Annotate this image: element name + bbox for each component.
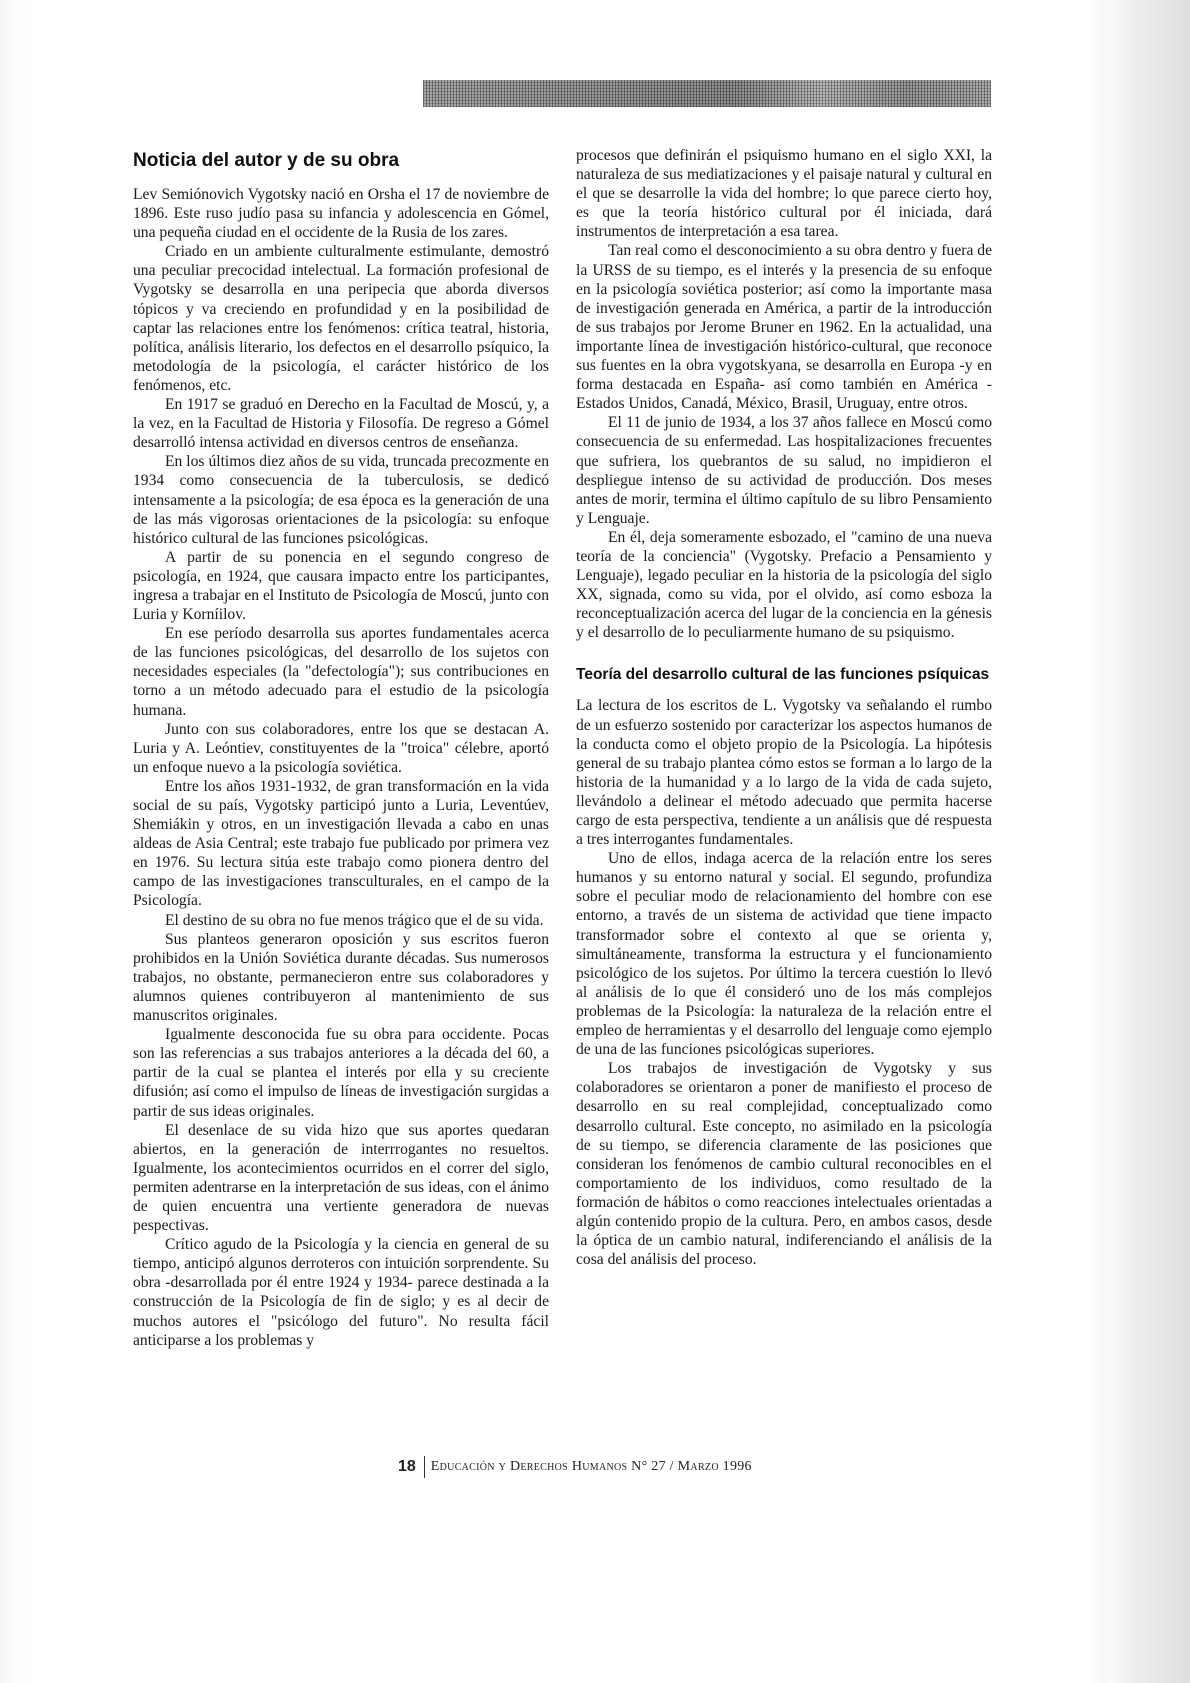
paragraph: El 11 de junio de 1934, a los 37 años fallece en Moscú como consecuencia de su enfermedad. Las hospitalizaciones frecuentes que sufriera, los quebrantos de su salud, no impidieron el despliegue intenso de su actividad de producción. Dos meses antes de morir, termina el último capítulo de su libro Pensamiento y Lenguaje. — [576, 414, 992, 527]
page-footer — [398, 1456, 752, 1478]
page-edge-shadow — [1108, 0, 1190, 1683]
paragraph: El destino de su obra no fue menos trágico que el de su vida. — [165, 911, 544, 929]
publication-info: Educación y Derechos Humanos N° 27 / Marzo 1996 — [430, 1459, 752, 1474]
subsection-title: Teoría del desarrollo cultural de las funciones psíquicas — [576, 666, 990, 684]
paragraph: En él, deja someramente esbozado, el "camino de una nueva teoría de la conciencia" (Vygotsky. Prefacio a Pensamiento y Lenguaje), legado peculiar en la historia de la psicología del siglo XX, signada, como su vida, por el olvido, así como esboza la reconceptualización acerca del lugar de la conciencia en la génesis y el desarrollo de lo peculiarmente humano de su psiquismo. — [576, 528, 992, 642]
paragraph: A partir de su ponencia en el segundo congreso de psicología, en 1924, que causara impacto entre los participantes, ingresa a trabajar en el Instituto de Psicología de Moscú, junto con Luria y Korníilov. — [133, 548, 549, 624]
paragraph: El desenlace de su vida hizo que sus aportes quedaran abiertos, en la generación de interrrogantes no resueltos. Igualmente, los acontecimientos ocurridos en el correr del siglo, permiten adentrarse en la interpretación de sus ideas, con el ánimo de quien encuentra una vertiente generadora de nuevas pespectivas. — [133, 1121, 549, 1235]
header-decorative-band — [423, 80, 991, 107]
paragraph: Crítico agudo de la Psicología y la ciencia en general de su tiempo, anticipó algunos derroteros con intuición sorprendente. Su obra -desarrollada por él entre 1924 y 1934- parece destinada a la construcción de la Psicología de fin de siglo; y es al decir de muchos autores el "psicólogo del futuro". No resulta fácil anticiparse a los problemas y — [133, 1236, 549, 1349]
paragraph: La lectura de los escritos de L. Vygotsky va señalando el rumbo de un esfuerzo sostenido por caracterizar los aspectos humanos de la conducta como el objeto propio de la Psicología. La hipótesis general de su trabajo plantea cómo estos se forman a lo largo de la historia de la humanidad y a lo largo de la vida de cada sujeto, llevándolo a delinear el método adecuado que permita hacerse cargo de esta perspectiva, tendiente a un análisis que dé respuesta a tres interrogantes fundamentales. — [576, 697, 992, 849]
paragraph: Los trabajos de investigación de Vygotsky y sus colaboradores se orientaron a poner de manifiesto el proceso de desarrollo en su real complejidad, conceptualizado como desarrollo cultural. Este concepto, no asimilado en la psicología de su tiempo, se diferencia claramente de las posiciones que consideran los fenómenos de cambio cultural reconocibles en el comportamiento de los individuos, como resultado de la formación de hábitos o como reacciones intelectuales orientadas a algún contenido propio de la cultura. Pero, en ambos casos, desde la óptica de un cambio natural, indiferenciando el análisis de la cosa del análisis del proceso. — [576, 1060, 992, 1269]
paragraph: Junto con sus colaboradores, entre los que se destacan A. Luria y A. Leóntiev, constituyentes de la "troica" célebre, aportó un enfoque nuevo a la psicología soviética. — [133, 720, 549, 776]
paragraph: En los últimos diez años de su vida, truncada precozmente en 1934 como consecuencia de la tuberculosis, se dedicó intensamente a la psicología; de esa época es la generación de una de las más vigorosas orientaciones de la psicología: su enfoque histórico cultural de las funciones psicológicas. — [133, 453, 549, 547]
paragraph: En 1917 se graduó en Derecho en la Facultad de Moscú, y, a la vez, en la Facultad de Historia y Filosofía. De regreso a Gómel desarrolló intensa actividad en diversos centros de enseñanza. — [133, 396, 549, 452]
paragraph: Uno de ellos, indaga acerca de la relación entre los seres humanos y su entorno natural y social. El segundo, profundiza sobre el peculiar modo de relacionamiento del hombre con ese entorno, a través de un sistema de actividad que tiene impacto transformador sobre el contexto al que se orienta y, simultáneamente, transforma la estructura y el funcionamiento psicológico de los sujetos. Por último la tercera cuestión lo llevó al análisis de lo que él consideró uno de los más complejos problemas de la Psicología: la naturaleza de la relación entre el empleo de herramientas y el desarrollo del lenguaje como ejemplo de una de las funciones psicológicas superiores. — [576, 850, 992, 1059]
paragraph: En ese período desarrolla sus aportes fundamentales acerca de las funciones psicológicas, del desarrollo de los sujetos con necesidades especiales (la "defectología"); sus contribuciones en torno a un método adecuado para el estudio de la psicología humana. — [133, 625, 549, 719]
left-column — [133, 185, 549, 1350]
paragraph: Criado en un ambiente culturalmente estimulante, demostró una peculiar precocidad intelectual. La formación profesional de Vygotsky se desarrolla en una peripecia que aborda diversos tópicos y va creciendo en profundidad y en la posibilidad de captar las relaciones entre los fenómenos: crítica teatral, historia, política, análisis literario, los defectos en el desarrollo psíquico, la metodología de la psicología, el carácter histórico de los fenómenos, etc. — [133, 243, 549, 394]
section-title: Noticia del autor y de su obra — [133, 150, 400, 171]
paragraph: procesos que definirán el psiquismo humano en el siglo XXI, la naturaleza de sus mediatizaciones y el paisaje natural y cultural en el que se desarrolle la vida del hombre; lo que parece cierto hoy, es que la teoría histórico cultural por él iniciada, dará instrumentos de interpretación a esa tarea. — [576, 147, 992, 241]
paragraph: Igualmente desconocida fue su obra para occidente. Pocas son las referencias a sus trabajos anteriores a la década del 60, a partir de la cual se plantea el interés por ella y su creciente difusión; así como el impulso de líneas de investigación surgidas a partir de sus ideas originales. — [133, 1026, 549, 1120]
paragraph: Tan real como el desconocimiento a su obra dentro y fuera de la URSS de su tiempo, es el interés y la presencia de su enfoque en la psicología soviética posterior; así como la importante masa de investigación generada en América, a partir de la introducción de sus trabajos por Jerome Bruner en 1962. En la actualidad, una importante línea de investigación histórico-cultural, que reconoce sus fuentes en la obra vygotskyana, se desarrolla en Europa -y en forma destacada en España- así como también en América - Estados Unidos, Canadá, México, Brasil, Uruguay, entre otros. — [576, 242, 992, 413]
page-number: 18 — [398, 1458, 416, 1475]
paragraph: Entre los años 1931-1932, de gran transformación en la vida social de su país, Vygotsky participó junto a Luria, Leventúev, Shemiákin y otros, en un investigación llevada a cabo en unas aldeas de Asia Central; este trabajo fue publicado por primera vez en 1976. Su lectura sitúa este trabajo como pionera dentro del campo de las investigaciones transculturales, en el campo de la Psicología. — [133, 777, 549, 910]
paragraph: Sus planteos generaron oposición y sus escritos fueron prohibidos en la Unión Soviética durante décadas. Sus numerosos trabajos, no obstante, permanecieron entre sus colaboradores y alumnos quienes contribuyeron al mantenimiento de sus manuscritos originales. — [133, 930, 549, 1025]
paragraph: Lev Semiónovich Vygotsky nació en Orsha el 17 de noviembre de 1896. Este ruso judío pasa su infancia y adolescencia en Gómel, una pequeña ciudad en el occidente de la Rusia de los zares. — [133, 186, 549, 242]
footer-divider — [424, 1456, 425, 1478]
right-column — [576, 146, 992, 1269]
